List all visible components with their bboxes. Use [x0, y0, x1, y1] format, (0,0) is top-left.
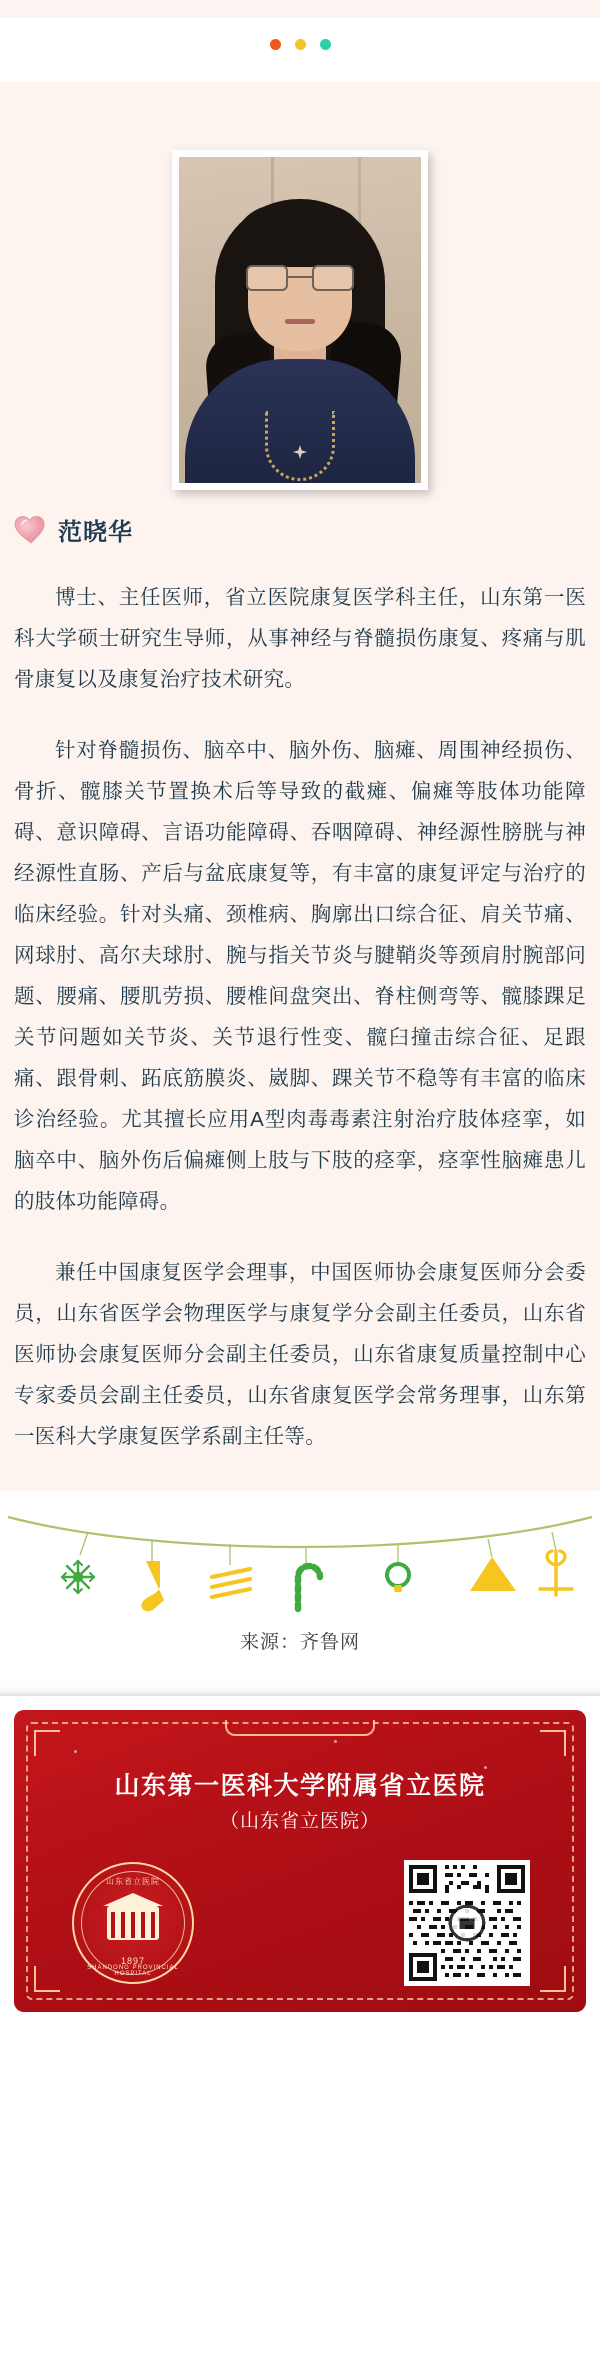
qr-code-svg — [409, 1865, 525, 1981]
bio-section — [0, 577, 600, 1491]
sock-icon — [141, 1561, 164, 1611]
doctor-photo-wrap — [0, 100, 600, 500]
snowflake-icon — [62, 1561, 94, 1593]
bauble-icon — [387, 1564, 409, 1592]
dot-yellow — [295, 39, 306, 50]
dot-teal — [320, 39, 331, 50]
candy-cane-icon — [298, 1566, 320, 1609]
card-corner-top-right — [540, 1730, 566, 1756]
garland-divider — [0, 1491, 600, 1621]
emblem-year: 1897 — [120, 1956, 146, 1966]
photo-frame — [172, 150, 428, 490]
dot-orange — [270, 39, 281, 50]
profile-body — [0, 82, 600, 1491]
qr-code[interactable] — [404, 1860, 530, 1986]
emblem-text-bottom: SHANDONG PROVINCIAL HOSPITAL — [87, 1965, 179, 1977]
bell-icon — [470, 1557, 516, 1591]
doctor-name-row — [0, 500, 600, 547]
portrait-mouth — [285, 319, 315, 324]
hospital-card-wrap — [0, 1696, 600, 2030]
garland-string — [8, 1517, 592, 1547]
heart-icon — [14, 515, 48, 545]
bio-paragraph-3: 兼任中国康复医学会理事，中国医师协会康复医师分会委员，山东省医学会物理医学与康复学分会副主任委员，山东省医师协会康复医师分会副主任委员，山东省康复质量控制中心专家委员会副主任委员，山东省康复医学会常务理事，山东第一医科大学康复医学系副主任等。 — [14, 1261, 586, 1448]
card-notch — [225, 1720, 375, 1736]
hospital-card — [14, 1710, 586, 2012]
section-shadow — [0, 1680, 600, 1696]
sprout-icon — [540, 1551, 572, 1595]
portrait-fringe — [233, 205, 367, 267]
top-strip — [0, 0, 600, 18]
emblem-building-icon — [107, 1906, 159, 1940]
card-corner-top-left — [34, 1730, 60, 1756]
spacer — [0, 70, 600, 82]
bio-paragraph-2: 针对脊髓损伤、脑卒中、脑外伤、脑瘫、周围神经损伤、骨折、髋膝关节置换术后等导致的截瘫、偏瘫等肢体功能障碍、意识障碍、言语功能障碍、吞咽障碍、神经源性膀胱与神经源性直肠、产后与盆底康复等，有丰富的康复评定与治疗的临床经验。针对头痛、颈椎病、胸廓出口综合征、肩关节痛、网球肘、高尔夫球肘、腕与指关节炎与腱鞘炎等颈肩肘腕部问题、腰痛、腰肌劳损、腰椎间盘突出、脊柱侧弯等、髋膝踝足关节问题如关节炎、关节退行性变、髋臼撞击综合征、足跟痛、跟骨刺、跖底筋膜炎、崴脚、踝关节不稳等有丰富的临床诊治经验。尤其擅长应用A型肉毒毒素注射治疗肢体痉挛，如脑卒中、脑外伤后偏瘫侧上肢与下肢的痉挛，痉挛性脑瘫患儿的肢体功能障碍。 — [14, 739, 586, 1213]
hospital-name: 山东第一医科大学附属省立医院 — [114, 1772, 486, 1800]
bio-paragraph-1: 博士、主任医师，省立医院康复医学科主任，山东第一医科大学硕士研究生导师，从事神经与脊髓损伤康复、疼痛与肌骨康复以及康复治疗技术研究。 — [14, 586, 586, 691]
card-corner-bottom-right — [540, 1966, 566, 1992]
portrait-glasses — [246, 265, 354, 291]
hospital-alias: （山东省立医院） — [219, 1811, 380, 1832]
card-corner-bottom-left — [34, 1966, 60, 1992]
hospital-emblem — [72, 1862, 194, 1984]
source-label: 来源：齐鲁网 — [0, 1621, 600, 1680]
lines-icon — [212, 1569, 250, 1597]
emblem-text-top: 山东省立医院 — [106, 1877, 160, 1886]
page-title: 范晓华 — [58, 519, 133, 546]
dots-indicator — [0, 18, 600, 70]
doctor-photo — [179, 157, 421, 483]
garland-svg — [0, 1499, 600, 1621]
